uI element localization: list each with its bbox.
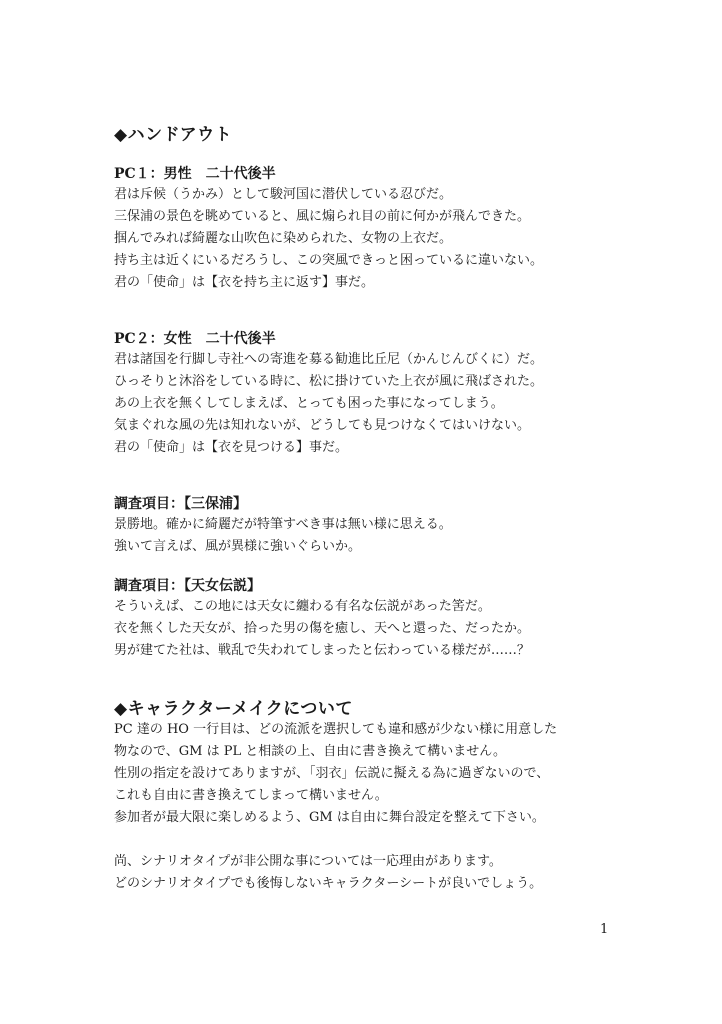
- investigation-line: 男が建てた社は、戦乱で失われてしまったと伝わっている様だが……？: [114, 643, 530, 658]
- character-make-line: 尚、シナリオタイプが非公開な事については一応理由があります。: [114, 854, 502, 869]
- character-make-line: 物なので、GM は PL と相談の上、自由に書き換えて構いません。: [114, 744, 506, 759]
- investigation-mihoura: [114, 494, 634, 558]
- pc2-line: ひっそりと沐浴をしている時に、松に掛けていた上衣が風に飛ばされた。: [114, 374, 544, 389]
- pc2-line: 君は諸国を行脚し寺社への寄進を募る勧進比丘尼（かんじんびくに）だ。: [114, 352, 544, 367]
- paragraph-gap: [114, 829, 634, 851]
- pc1-line: 君は斥候（うかみ）として駿河国に潜伏している忍びだ。: [114, 187, 453, 202]
- pc2-section: [114, 329, 634, 459]
- pc2-title: PC２：女性 二十代後半: [114, 331, 276, 347]
- page-number: 1: [600, 922, 609, 937]
- character-make-line: 性別の指定を設けてありますが、「羽衣」伝説に擬える為に過ぎないので、: [114, 766, 550, 781]
- pc1-line: 三保浦の景色を眺めていると、風に煽られ目の前に何かが飛んできた。: [114, 209, 531, 224]
- investigation-line: 衣を無くした天女が、拾った男の傷を癒し、天へと還った、だったか。: [114, 621, 531, 636]
- investigation-title: 調査項目：【三保浦】: [114, 496, 247, 512]
- character-make-heading: ◆キャラクターメイクについて: [114, 699, 353, 719]
- handout-heading: ◆ハンドアウト: [114, 125, 233, 145]
- character-make-section: [114, 719, 634, 895]
- pc2-line: 気まぐれな風の先は知れないが、どうしても見つけなくてはいけない。: [114, 418, 531, 433]
- investigation-line: 景勝地。確かに綺麗だが特筆すべき事は無い様に思える。: [114, 517, 452, 532]
- investigation-title: 調査項目：【天女伝説】: [114, 578, 261, 594]
- pc1-line: 君の「使命」は【衣を持ち主に返す】事だ。: [114, 275, 375, 290]
- character-make-line: どのシナリオタイプでも後悔しないキャラクターシートが良いでしょう。: [114, 876, 543, 891]
- pc1-line: 掴んでみれば綺麗な山吹色に染められた、女物の上衣だ。: [114, 231, 453, 246]
- investigation-line: 強いて言えば、風が異様に強いぐらいか。: [114, 539, 362, 554]
- character-make-line: PC 達の HO 一行目は、どの流派を選択しても違和感が少ない様に用意した: [114, 722, 558, 737]
- pc1-section: [114, 164, 634, 294]
- pc2-line: 君の「使命」は【衣を見つける】事だ。: [114, 440, 349, 455]
- pc2-line: あの上衣を無くしてしまえば、とっても困った事になってしまう。: [114, 396, 504, 411]
- investigation-tennyo: [114, 576, 634, 662]
- character-make-line: 参加者が最大限に楽しめるよう、GM は自由に舞台設定を整えて下さい。: [114, 810, 545, 825]
- pc1-line: 持ち主は近くにいるだろうし、この突風できっと困っているに違いない。: [114, 253, 544, 268]
- investigation-line: そういえば、この地には天女に纏わる有名な伝説があった筈だ。: [114, 599, 491, 614]
- character-make-line: これも自由に書き換えてしまって構いません。: [114, 788, 388, 803]
- pc1-title: PC１：男性 二十代後半: [114, 166, 276, 182]
